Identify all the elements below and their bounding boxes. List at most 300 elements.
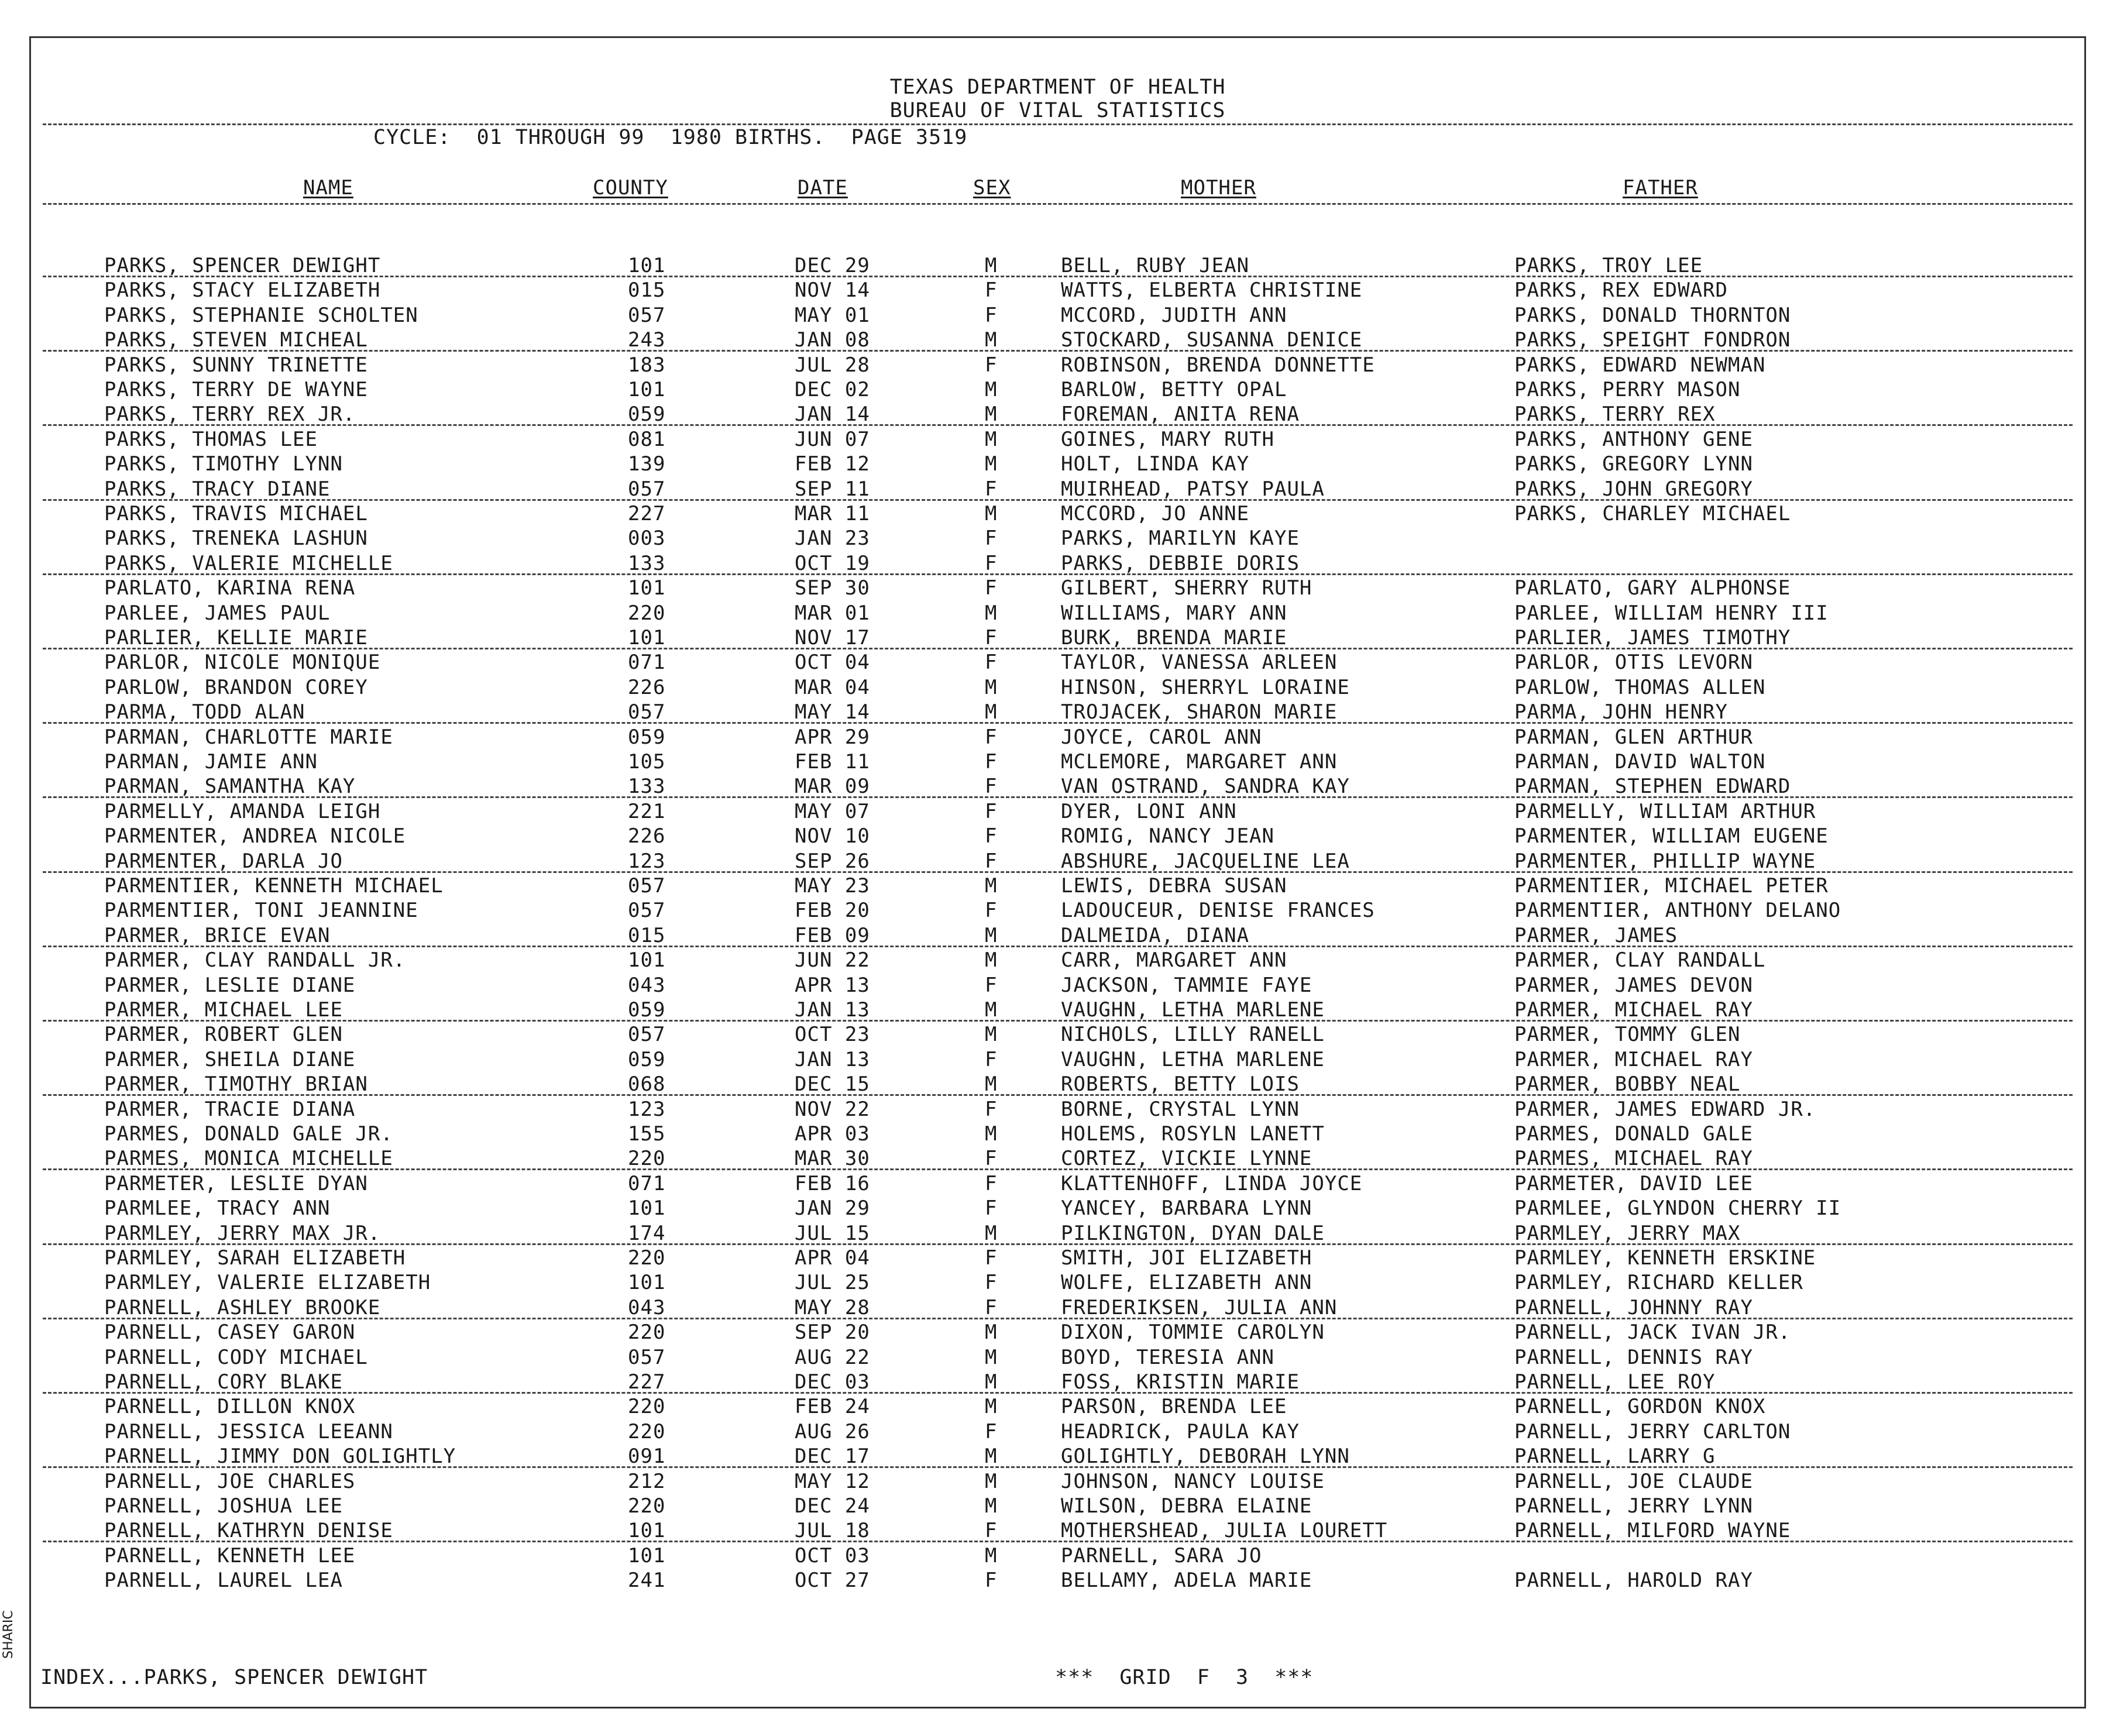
table-row [31, 675, 2084, 700]
record-mother: MCLEMORE, MARGARET ANN [1061, 750, 1338, 774]
record-sex: F [985, 1197, 998, 1221]
record-name: PARNELL, CODY MICHAEL [104, 1345, 368, 1369]
record-father: PARKS, REX EDWARD [1514, 279, 1728, 302]
grid-marker: *** GRID F 3 *** [1055, 1666, 1314, 1689]
table-row [31, 1246, 2084, 1270]
record-name: PARKS, TRAVIS MICHAEL [104, 502, 368, 525]
record-county: 227 [628, 1370, 666, 1394]
record-father: PARMLEY, RICHARD KELLER [1514, 1271, 1803, 1295]
record-name: PARNELL, ASHLEY BROOKE [104, 1295, 381, 1319]
record-date: FEB 24 [795, 1395, 870, 1419]
record-mother: ROMIG, NANCY JEAN [1061, 824, 1274, 848]
record-sex: F [985, 1147, 998, 1171]
record-father: PARKS, TROY LEE [1514, 254, 1703, 277]
record-county: 101 [628, 1519, 666, 1543]
record-county: 043 [628, 973, 666, 997]
record-name: PARLATO, KARINA RENA [104, 576, 356, 600]
record-mother: DALMEIDA, DIANA [1061, 923, 1250, 947]
table-row [31, 601, 2084, 625]
table-row [31, 1444, 2084, 1469]
record-mother: BURK, BRENDA MARIE [1061, 626, 1287, 649]
record-mother: JACKSON, TAMMIE FAYE [1061, 973, 1312, 997]
table-row [31, 576, 2084, 600]
record-county: 015 [628, 923, 666, 947]
record-father: PARLATO, GARY ALPHONSE [1514, 576, 1791, 600]
table-row [31, 1544, 2084, 1568]
record-mother: DYER, LONI ANN [1061, 799, 1237, 823]
record-father: PARLIER, JAMES TIMOTHY [1514, 626, 1791, 649]
record-county: 071 [628, 1171, 666, 1195]
record-county: 057 [628, 1023, 666, 1047]
table-row [31, 824, 2084, 848]
record-father: PARMAN, DAVID WALTON [1514, 750, 1766, 774]
table-row [31, 1568, 2084, 1593]
record-sex: M [985, 1321, 998, 1345]
record-mother: PARKS, MARILYN KAYE [1061, 527, 1300, 551]
record-date: JAN 08 [795, 328, 870, 352]
record-county: 227 [628, 502, 666, 525]
record-county: 057 [628, 477, 666, 501]
table-row [31, 303, 2084, 328]
record-father: PARNELL, JACK IVAN JR. [1514, 1321, 1791, 1345]
record-mother: YANCEY, BARBARA LYNN [1061, 1197, 1312, 1221]
record-father: PARLEE, WILLIAM HENRY III [1514, 601, 1829, 625]
table-row [31, 427, 2084, 452]
record-county: 220 [628, 601, 666, 625]
record-father: PARKS, JOHN GREGORY [1514, 477, 1753, 501]
record-date: OCT 27 [795, 1569, 870, 1593]
table-row [31, 1221, 2084, 1246]
document-frame [29, 36, 2086, 1709]
record-name: PARMLEY, SARAH ELIZABETH [104, 1246, 406, 1270]
record-father: PARMER, JAMES [1514, 923, 1678, 947]
record-date: MAY 01 [795, 303, 870, 327]
record-name: PARMER, BRICE EVAN [104, 923, 331, 947]
record-name: PARMER, ROBERT GLEN [104, 1023, 343, 1047]
record-date: JAN 14 [795, 403, 870, 427]
record-county: 059 [628, 998, 666, 1022]
record-sex: F [985, 626, 998, 649]
record-sex: M [985, 328, 998, 352]
record-name: PARKS, THOMAS LEE [104, 427, 318, 451]
record-date: JUN 22 [795, 948, 870, 972]
index-line: INDEX...PARKS, SPENCER DEWIGHT [40, 1666, 428, 1689]
record-county: 105 [628, 750, 666, 774]
record-sex: F [985, 1271, 998, 1295]
record-county: 091 [628, 1445, 666, 1469]
record-name: PARMAN, CHARLOTTE MARIE [104, 725, 393, 749]
record-mother: PARSON, BRENDA LEE [1061, 1395, 1287, 1419]
record-county: 183 [628, 353, 666, 377]
record-date: OCT 04 [795, 651, 870, 675]
record-county: 101 [628, 254, 666, 277]
column-header-county: COUNTY [593, 176, 668, 200]
record-sex: M [985, 452, 998, 476]
record-date: SEP 26 [795, 849, 870, 873]
record-county: 123 [628, 849, 666, 873]
record-mother: KLATTENHOFF, LINDA JOYCE [1061, 1171, 1363, 1195]
record-father: PARMER, JAMES EDWARD JR. [1514, 1097, 1816, 1121]
record-date: OCT 03 [795, 1544, 870, 1567]
record-date: JUN 07 [795, 427, 870, 451]
header-rule [43, 123, 2073, 125]
record-county: 057 [628, 700, 666, 724]
table-row [31, 874, 2084, 898]
table-row [31, 402, 2084, 427]
table-row [31, 1295, 2084, 1320]
record-father: PARKS, CHARLEY MICHAEL [1514, 502, 1791, 525]
table-row [31, 1171, 2084, 1196]
record-county: 226 [628, 824, 666, 848]
record-father: PARKS, DONALD THORNTON [1514, 303, 1791, 327]
table-row [31, 948, 2084, 972]
record-father: PARNELL, JERRY CARLTON [1514, 1419, 1791, 1443]
record-father: PARNELL, DENNIS RAY [1514, 1345, 1753, 1369]
record-sex: M [985, 1221, 998, 1245]
record-father: PARMER, CLAY RANDALL [1514, 948, 1766, 972]
record-sex: F [985, 849, 998, 873]
record-mother: FREDERIKSEN, JULIA ANN [1061, 1295, 1338, 1319]
record-sex: F [985, 1047, 998, 1071]
record-mother: CORTEZ, VICKIE LYNNE [1061, 1147, 1312, 1171]
record-name: PARMER, SHEILA DIANE [104, 1047, 356, 1071]
table-row [31, 973, 2084, 998]
record-name: PARNELL, JESSICA LEEANN [104, 1419, 393, 1443]
record-sex: M [985, 1395, 998, 1419]
record-date: OCT 23 [795, 1023, 870, 1047]
record-father: PARMELLY, WILLIAM ARTHUR [1514, 799, 1816, 823]
record-mother: STOCKARD, SUSANNA DENICE [1061, 328, 1363, 352]
record-date: DEC 24 [795, 1494, 870, 1518]
record-county: 226 [628, 675, 666, 699]
record-father: PARMLEY, KENNETH ERSKINE [1514, 1246, 1816, 1270]
table-row [31, 1146, 2084, 1171]
record-name: PARMELLY, AMANDA LEIGH [104, 799, 381, 823]
column-header-date: DATE [798, 176, 848, 200]
record-date: SEP 20 [795, 1321, 870, 1345]
record-sex: M [985, 502, 998, 525]
record-sex: F [985, 973, 998, 997]
record-date: DEC 17 [795, 1445, 870, 1469]
record-county: 220 [628, 1494, 666, 1518]
record-mother: VAUGHN, LETHA MARLENE [1061, 1047, 1325, 1071]
record-sex: F [985, 527, 998, 551]
record-sex: M [985, 1445, 998, 1469]
record-county: 015 [628, 279, 666, 302]
record-name: PARMENTIER, TONI JEANNINE [104, 899, 418, 923]
record-name: PARMLEY, VALERIE ELIZABETH [104, 1271, 431, 1295]
record-county: 101 [628, 948, 666, 972]
record-mother: HOLT, LINDA KAY [1061, 452, 1250, 476]
record-county: 212 [628, 1469, 666, 1493]
table-row [31, 1196, 2084, 1221]
record-mother: WILSON, DEBRA ELAINE [1061, 1494, 1312, 1518]
table-row [31, 1072, 2084, 1096]
record-sex: M [985, 254, 998, 277]
record-name: PARNELL, JOSHUA LEE [104, 1494, 343, 1518]
record-name: PARMENTER, DARLA JO [104, 849, 343, 873]
record-county: 101 [628, 1271, 666, 1295]
record-date: AUG 26 [795, 1419, 870, 1443]
table-row [31, 625, 2084, 650]
table-row [31, 477, 2084, 501]
record-sex: F [985, 775, 998, 799]
record-father: PARKS, SPEIGHT FONDRON [1514, 328, 1791, 352]
table-row [31, 1320, 2084, 1345]
record-mother: WOLFE, ELIZABETH ANN [1061, 1271, 1312, 1295]
record-name: PARNELL, KENNETH LEE [104, 1544, 356, 1567]
record-name: PARKS, TRENEKA LASHUN [104, 527, 368, 551]
record-mother: BELLAMY, ADELA MARIE [1061, 1569, 1312, 1593]
column-header-father: FATHER [1623, 176, 1698, 200]
record-name: PARNELL, JIMMY DON GOLIGHTLY [104, 1445, 456, 1469]
record-sex: F [985, 1246, 998, 1270]
table-row [31, 1270, 2084, 1295]
record-date: APR 13 [795, 973, 870, 997]
record-mother: BOYD, TERESIA ANN [1061, 1345, 1274, 1369]
record-name: PARMENTER, ANDREA NICOLE [104, 824, 406, 848]
record-mother: MUIRHEAD, PATSY PAULA [1061, 477, 1325, 501]
record-county: 101 [628, 1544, 666, 1567]
record-name: PARMA, TODD ALAN [104, 700, 305, 724]
bureau-title: BUREAU OF VITAL STATISTICS [889, 99, 1226, 122]
record-sex: F [985, 279, 998, 302]
record-mother: NICHOLS, LILLY RANELL [1061, 1023, 1325, 1047]
record-date: JAN 23 [795, 527, 870, 551]
record-sex: M [985, 1494, 998, 1518]
record-name: PARMENTIER, KENNETH MICHAEL [104, 874, 444, 898]
record-county: 220 [628, 1321, 666, 1345]
record-county: 243 [628, 328, 666, 352]
record-date: JUL 15 [795, 1221, 870, 1245]
column-header-mother: MOTHER [1181, 176, 1256, 200]
record-county: 003 [628, 527, 666, 551]
record-county: 133 [628, 551, 666, 575]
table-row [31, 1419, 2084, 1444]
record-name: PARMLEY, JERRY MAX JR. [104, 1221, 381, 1245]
record-county: 220 [628, 1395, 666, 1419]
record-date: MAR 30 [795, 1147, 870, 1171]
record-name: PARKS, TERRY DE WAYNE [104, 378, 368, 401]
record-date: NOV 14 [795, 279, 870, 302]
record-county: 057 [628, 874, 666, 898]
record-sex: F [985, 576, 998, 600]
record-father: PARMENTIER, MICHAEL PETER [1514, 874, 1829, 898]
table-row [31, 278, 2084, 302]
record-name: PARLOW, BRANDON COREY [104, 675, 368, 699]
record-sex: M [985, 1370, 998, 1394]
record-county: 059 [628, 403, 666, 427]
record-county: 081 [628, 427, 666, 451]
record-county: 101 [628, 626, 666, 649]
record-father: PARKS, TERRY REX [1514, 403, 1716, 427]
table-row [31, 1047, 2084, 1072]
record-father: PARMA, JOHN HENRY [1514, 700, 1728, 724]
record-mother: ROBERTS, BETTY LOIS [1061, 1072, 1300, 1096]
record-date: FEB 11 [795, 750, 870, 774]
record-date: MAY 23 [795, 874, 870, 898]
record-mother: SMITH, JOI ELIZABETH [1061, 1246, 1312, 1270]
record-name: PARNELL, CASEY GARON [104, 1321, 356, 1345]
record-mother: TAYLOR, VANESSA ARLEEN [1061, 651, 1338, 675]
record-sex: M [985, 1023, 998, 1047]
record-name: PARMES, DONALD GALE JR. [104, 1122, 393, 1146]
record-date: DEC 03 [795, 1370, 870, 1394]
record-mother: LEWIS, DEBRA SUSAN [1061, 874, 1287, 898]
table-row [31, 849, 2084, 874]
record-father: PARMER, MICHAEL RAY [1514, 998, 1753, 1022]
record-sex: M [985, 675, 998, 699]
record-mother: GOINES, MARY RUTH [1061, 427, 1274, 451]
record-date: MAR 09 [795, 775, 870, 799]
column-header-sex: SEX [973, 176, 1011, 200]
record-name: PARKS, STACY ELIZABETH [104, 279, 381, 302]
record-county: 057 [628, 1345, 666, 1369]
record-mother: BORNE, CRYSTAL LYNN [1061, 1097, 1300, 1121]
record-mother: WATTS, ELBERTA CHRISTINE [1061, 279, 1363, 302]
record-mother: VAN OSTRAND, SANDRA KAY [1061, 775, 1350, 799]
record-sex: F [985, 1097, 998, 1121]
record-county: 174 [628, 1221, 666, 1245]
record-sex: M [985, 1469, 998, 1493]
record-name: PARNELL, KATHRYN DENISE [104, 1519, 393, 1543]
record-father: PARMAN, GLEN ARTHUR [1514, 725, 1753, 749]
record-sex: F [985, 750, 998, 774]
record-county: 101 [628, 576, 666, 600]
record-sex: M [985, 923, 998, 947]
record-sex: M [985, 1345, 998, 1369]
record-date: JUL 18 [795, 1519, 870, 1543]
record-date: FEB 16 [795, 1171, 870, 1195]
record-sex: F [985, 477, 998, 501]
record-county: 123 [628, 1097, 666, 1121]
table-row [31, 377, 2084, 402]
table-row [31, 1494, 2084, 1518]
record-mother: TROJACEK, SHARON MARIE [1061, 700, 1338, 724]
record-name: PARNELL, LAUREL LEA [104, 1569, 343, 1593]
record-name: PARMES, MONICA MICHELLE [104, 1147, 393, 1171]
record-sex: M [985, 1122, 998, 1146]
table-row [31, 725, 2084, 750]
record-county: 071 [628, 651, 666, 675]
record-father: PARMER, TOMMY GLEN [1514, 1023, 1741, 1047]
table-row [31, 328, 2084, 352]
record-county: 133 [628, 775, 666, 799]
record-name: PARMER, CLAY RANDALL JR. [104, 948, 406, 972]
agency-title: TEXAS DEPARTMENT OF HEALTH [889, 75, 1226, 99]
record-name: PARNELL, CORY BLAKE [104, 1370, 343, 1394]
record-date: FEB 20 [795, 899, 870, 923]
table-row [31, 253, 2084, 278]
record-name: PARKS, SUNNY TRINETTE [104, 353, 368, 377]
record-mother: JOHNSON, NANCY LOUISE [1061, 1469, 1325, 1493]
record-father: PARMLEY, JERRY MAX [1514, 1221, 1741, 1245]
record-mother: BELL, RUBY JEAN [1061, 254, 1250, 277]
record-father: PARMENTER, WILLIAM EUGENE [1514, 824, 1829, 848]
table-row [31, 1097, 2084, 1122]
record-sex: F [985, 725, 998, 749]
record-sex: F [985, 1295, 998, 1319]
record-mother: FOREMAN, ANITA RENA [1061, 403, 1300, 427]
table-row [31, 1518, 2084, 1543]
record-date: MAY 14 [795, 700, 870, 724]
record-mother: ROBINSON, BRENDA DONNETTE [1061, 353, 1375, 377]
record-date: DEC 15 [795, 1072, 870, 1096]
record-name: PARNELL, JOE CHARLES [104, 1469, 356, 1493]
record-name: PARMLEE, TRACY ANN [104, 1197, 331, 1221]
record-sex: F [985, 1171, 998, 1195]
table-row [31, 452, 2084, 476]
table-row [31, 1370, 2084, 1394]
table-row [31, 650, 2084, 675]
record-county: 043 [628, 1295, 666, 1319]
record-mother: GILBERT, SHERRY RUTH [1061, 576, 1312, 600]
record-date: APR 03 [795, 1122, 870, 1146]
record-date: MAY 28 [795, 1295, 870, 1319]
record-date: JAN 13 [795, 998, 870, 1022]
record-name: PARNELL, DILLON KNOX [104, 1395, 356, 1419]
record-sex: M [985, 700, 998, 724]
record-father: PARKS, PERRY MASON [1514, 378, 1741, 401]
record-mother: WILLIAMS, MARY ANN [1061, 601, 1287, 625]
record-father: PARLOW, THOMAS ALLEN [1514, 675, 1766, 699]
record-county: 155 [628, 1122, 666, 1146]
record-mother: JOYCE, CAROL ANN [1061, 725, 1262, 749]
record-mother: BARLOW, BETTY OPAL [1061, 378, 1287, 401]
record-father: PARMER, BOBBY NEAL [1514, 1072, 1741, 1096]
table-row [31, 1345, 2084, 1370]
record-mother: HOLEMS, ROSYLN LANETT [1061, 1122, 1325, 1146]
record-sex: M [985, 378, 998, 401]
table-row [31, 1022, 2084, 1047]
record-date: FEB 09 [795, 923, 870, 947]
record-mother: HINSON, SHERRYL LORAINE [1061, 675, 1350, 699]
record-date: SEP 30 [795, 576, 870, 600]
table-row [31, 1469, 2084, 1494]
record-mother: LADOUCEUR, DENISE FRANCES [1061, 899, 1375, 923]
record-mother: ABSHURE, JACQUELINE LEA [1061, 849, 1350, 873]
record-date: NOV 22 [795, 1097, 870, 1121]
record-mother: PILKINGTON, DYAN DALE [1061, 1221, 1325, 1245]
record-father: PARKS, ANTHONY GENE [1514, 427, 1753, 451]
record-name: PARLIER, KELLIE MARIE [104, 626, 368, 649]
record-name: PARKS, STEVEN MICHEAL [104, 328, 368, 352]
record-mother: FOSS, KRISTIN MARIE [1061, 1370, 1300, 1394]
record-sex: M [985, 403, 998, 427]
table-row [31, 799, 2084, 824]
record-mother: GOLIGHTLY, DEBORAH LYNN [1061, 1445, 1350, 1469]
record-father: PARNELL, HAROLD RAY [1514, 1569, 1753, 1593]
record-sex: F [985, 651, 998, 675]
record-name: PARMER, TRACIE DIANA [104, 1097, 356, 1121]
record-date: FEB 12 [795, 452, 870, 476]
record-name: PARMER, TIMOTHY BRIAN [104, 1072, 368, 1096]
table-row [31, 501, 2084, 526]
record-date: MAY 07 [795, 799, 870, 823]
record-date: MAY 12 [795, 1469, 870, 1493]
record-father: PARNELL, JOE CLAUDE [1514, 1469, 1753, 1493]
cycle-line: CYCLE: 01 THROUGH 99 1980 BIRTHS. PAGE 3519 [373, 126, 968, 149]
record-county: 059 [628, 725, 666, 749]
record-mother: CARR, MARGARET ANN [1061, 948, 1287, 972]
record-date: APR 04 [795, 1246, 870, 1270]
record-date: SEP 11 [795, 477, 870, 501]
table-row [31, 551, 2084, 576]
record-date: NOV 10 [795, 824, 870, 848]
record-father: PARMER, JAMES DEVON [1514, 973, 1753, 997]
record-county: 139 [628, 452, 666, 476]
record-father: PARMES, DONALD GALE [1514, 1122, 1753, 1146]
